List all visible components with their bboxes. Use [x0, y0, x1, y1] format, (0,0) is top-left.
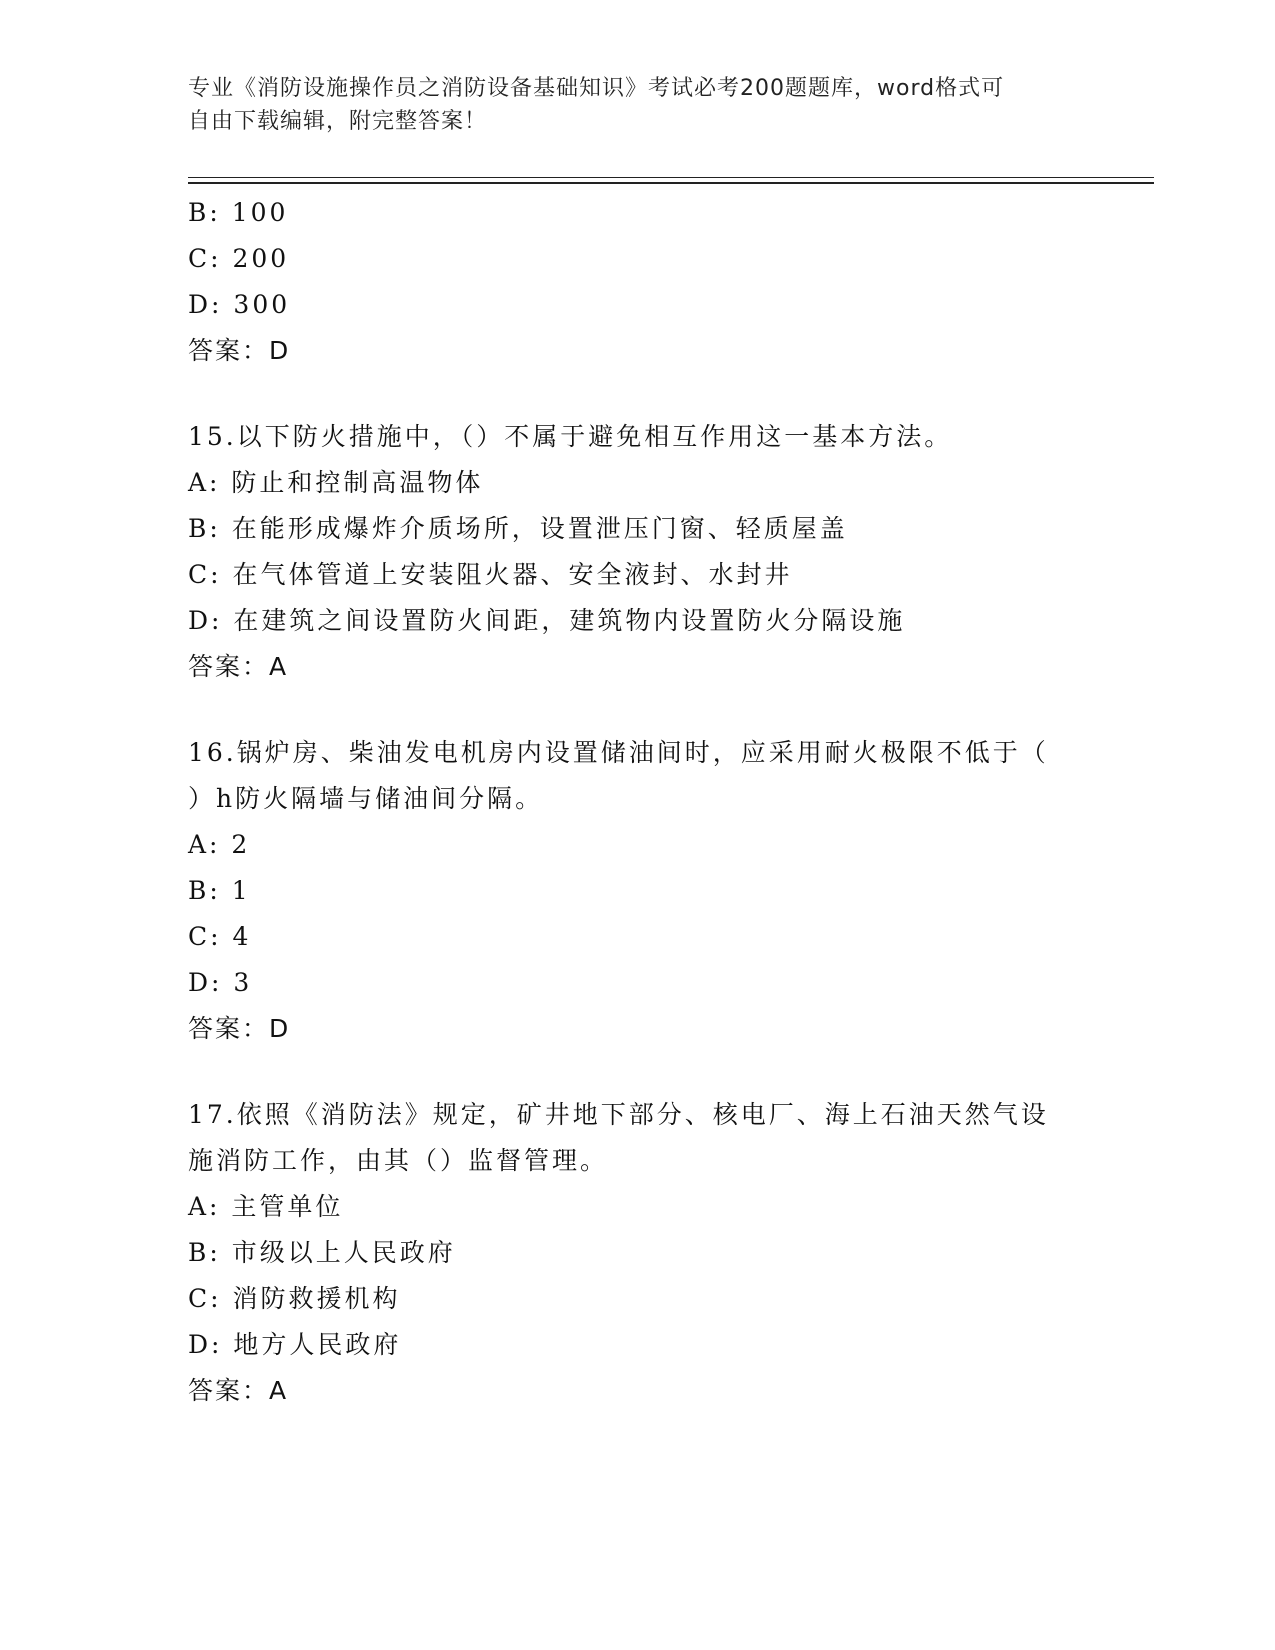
answer-line: 答案：A — [188, 652, 289, 681]
question-title: 15.以下防火措施中，（）不属于避免相互作用这一基本方法。 — [188, 422, 953, 451]
spacer — [188, 690, 1088, 730]
header-line-1: 专业《消防设施操作员之消防设备基础知识》考试必考200题题库，word格式可 — [188, 76, 1005, 101]
spacer — [188, 374, 1088, 414]
question-title-line-2: 施消防工作，由其（）监督管理。 — [188, 1146, 609, 1175]
option-c: C: 消防救援机构 — [188, 1284, 401, 1313]
option-d: D: 3 — [188, 968, 253, 997]
option-c: C: 4 — [188, 922, 252, 951]
question-title-line-1: 16.锅炉房、柴油发电机房内设置储油间时，应采用耐火极限不低于（ — [188, 738, 1049, 767]
question-block-16 — [188, 730, 1088, 1052]
question-block-14 — [188, 190, 1088, 374]
question-block-15 — [188, 414, 1088, 690]
option-d: D: 地方人民政府 — [188, 1330, 402, 1359]
header-line-2: 自由下载编辑，附完整答案！ — [188, 109, 488, 134]
option-c: C: 200 — [188, 244, 290, 273]
option-b: B: 1 — [188, 876, 251, 905]
option-a: A: 防止和控制高温物体 — [188, 468, 484, 497]
option-a: A: 2 — [188, 830, 251, 859]
answer-line: 答案：D — [188, 1014, 291, 1043]
question-title-line-1: 17.依照《消防法》规定，矿井地下部分、核电厂、海上石油天然气设 — [188, 1100, 1049, 1129]
header-divider-thick — [188, 182, 1154, 184]
option-a: A: 主管单位 — [188, 1192, 344, 1221]
option-b: B: 在能形成爆炸介质场所，设置泄压门窗、轻质屋盖 — [188, 514, 848, 543]
option-b: B: 市级以上人民政府 — [188, 1238, 456, 1267]
question-content — [188, 190, 1088, 1414]
question-title-line-2: ）h防火隔墙与储油间分隔。 — [188, 784, 544, 813]
document-header — [188, 72, 1068, 138]
option-b: B: 100 — [188, 198, 289, 227]
spacer — [188, 1052, 1088, 1092]
header-divider-thin — [188, 177, 1154, 178]
option-d: D: 在建筑之间设置防火间距，建筑物内设置防火分隔设施 — [188, 606, 906, 635]
option-c: C: 在气体管道上安装阻火器、安全液封、水封井 — [188, 560, 793, 589]
answer-line: 答案：D — [188, 336, 291, 365]
answer-line: 答案：A — [188, 1376, 289, 1405]
question-block-17 — [188, 1092, 1088, 1414]
option-d: D: 300 — [188, 290, 291, 319]
